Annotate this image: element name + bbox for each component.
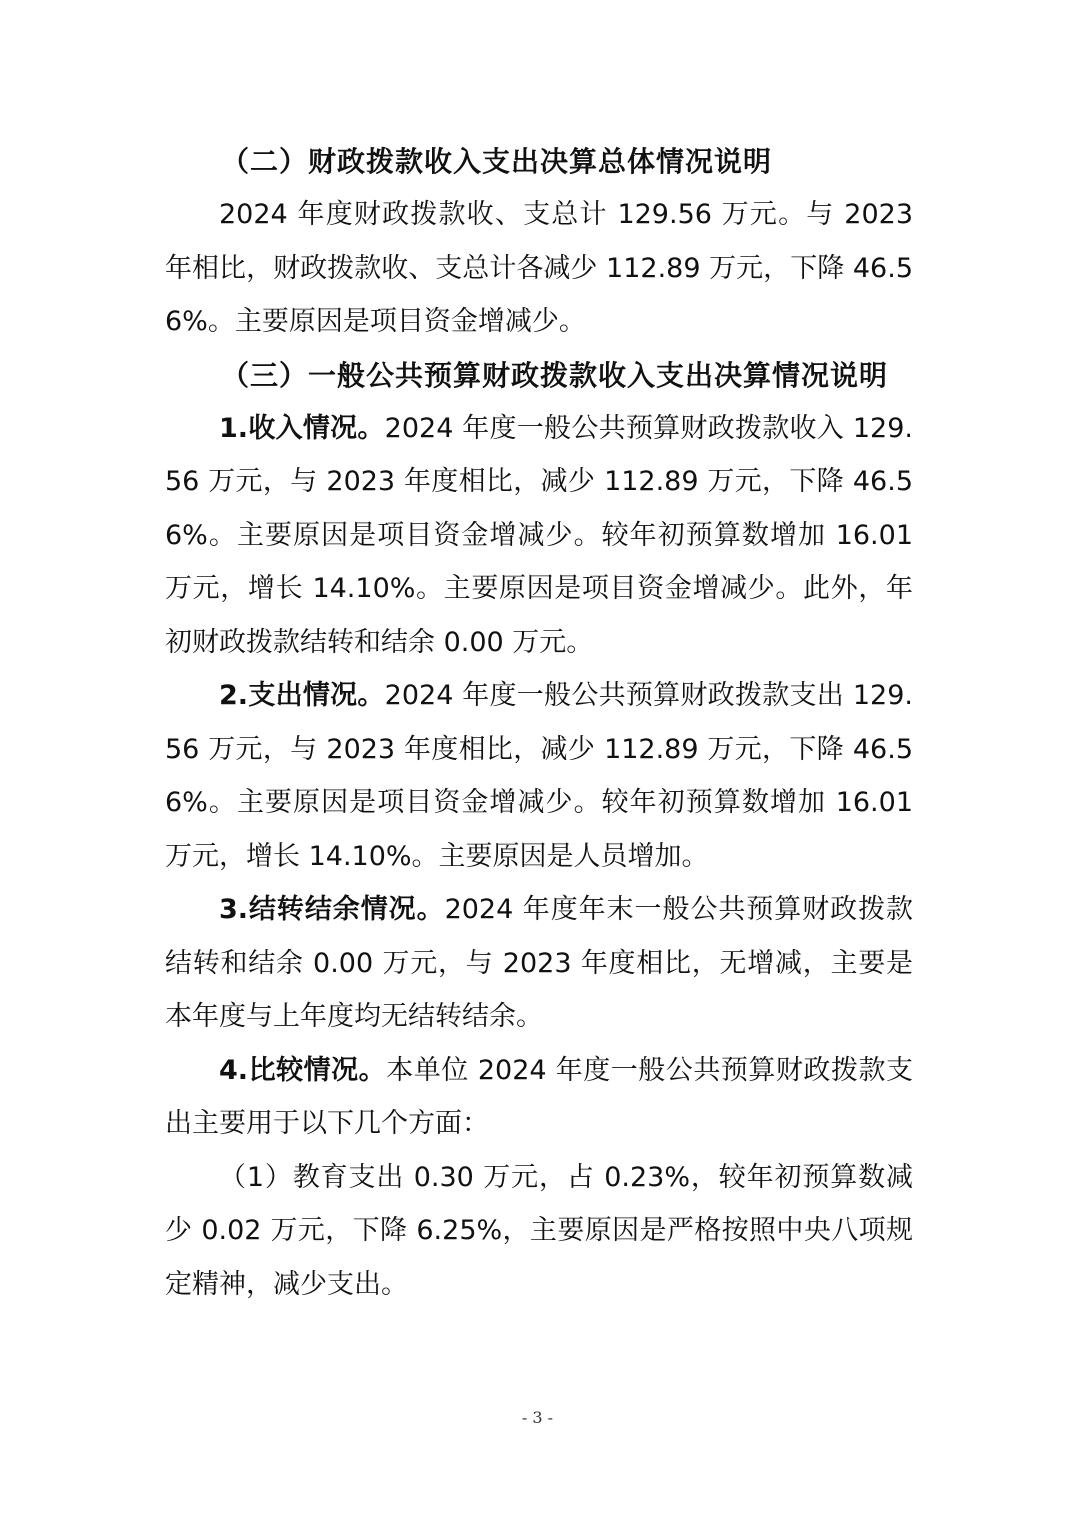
comparison-text: 本单位 2024 年度一般公共预算财政拨款支出主要用于以下几个方面： (165, 1054, 913, 1139)
carryover-paragraph (165, 883, 913, 1044)
education-paragraph: （1）教育支出 0.30 万元，占 0.23%，较年初预算数减少 0.02 万元，下降 6.25%，主要原因是严格按照中央八项规定精神，减少支出。 (165, 1161, 913, 1300)
section-2-heading: （二）财政拨款收入支出决算总体情况说明 (221, 145, 773, 178)
income-text: 2024 年度一般公共预算财政拨款收入 129.56 万元，与 2023 年度相比，减少 112.89 万元，下降 46.56%。主要原因是项目资金增减少。较年初预算数增加 16.01 万元，增长 14.10%。主要原因是项目资金增减少。此外，年初财政拨款结转和结余 0.00 万元。 (165, 412, 913, 658)
comparison-lead: 4.比较情况。 (219, 1054, 387, 1086)
carryover-text: 2024 年度年末一般公共预算财政拨款结转和结余 0.00 万元，与 2023 年度相比，无增减，主要是本年度与上年度均无结转结余。 (165, 894, 914, 1032)
document-body (165, 135, 913, 1311)
page-number: - 3 - (521, 1408, 554, 1427)
comparison-paragraph (165, 1044, 913, 1151)
section-2-paragraph: 2024 年度财政拨款收、支总计 129.56 万元。与 2023 年相比，财政拨款收、支总计各减少 112.89 万元，下降 46.56%。主要原因是项目资金增减少。 (165, 199, 913, 337)
income-paragraph (165, 402, 913, 670)
carryover-lead: 3.结转结余情况。 (219, 894, 445, 925)
income-lead: 1.收入情况。 (219, 412, 385, 444)
expenditure-lead: 2.支出情况。 (219, 680, 385, 711)
expenditure-paragraph (165, 669, 913, 883)
section-3-heading: （三）一般公共预算财政拨款收入支出决算情况说明 (221, 358, 889, 392)
expenditure-text: 2024 年度一般公共预算财政拨款支出 129.56 万元，与 2023 年度相比，减少 112.89 万元，下降 46.56%。主要原因是项目资金增减少。较年初预算数增加 16.01 万元，增长 14.10%。主要原因是人员增加。 (165, 680, 913, 872)
